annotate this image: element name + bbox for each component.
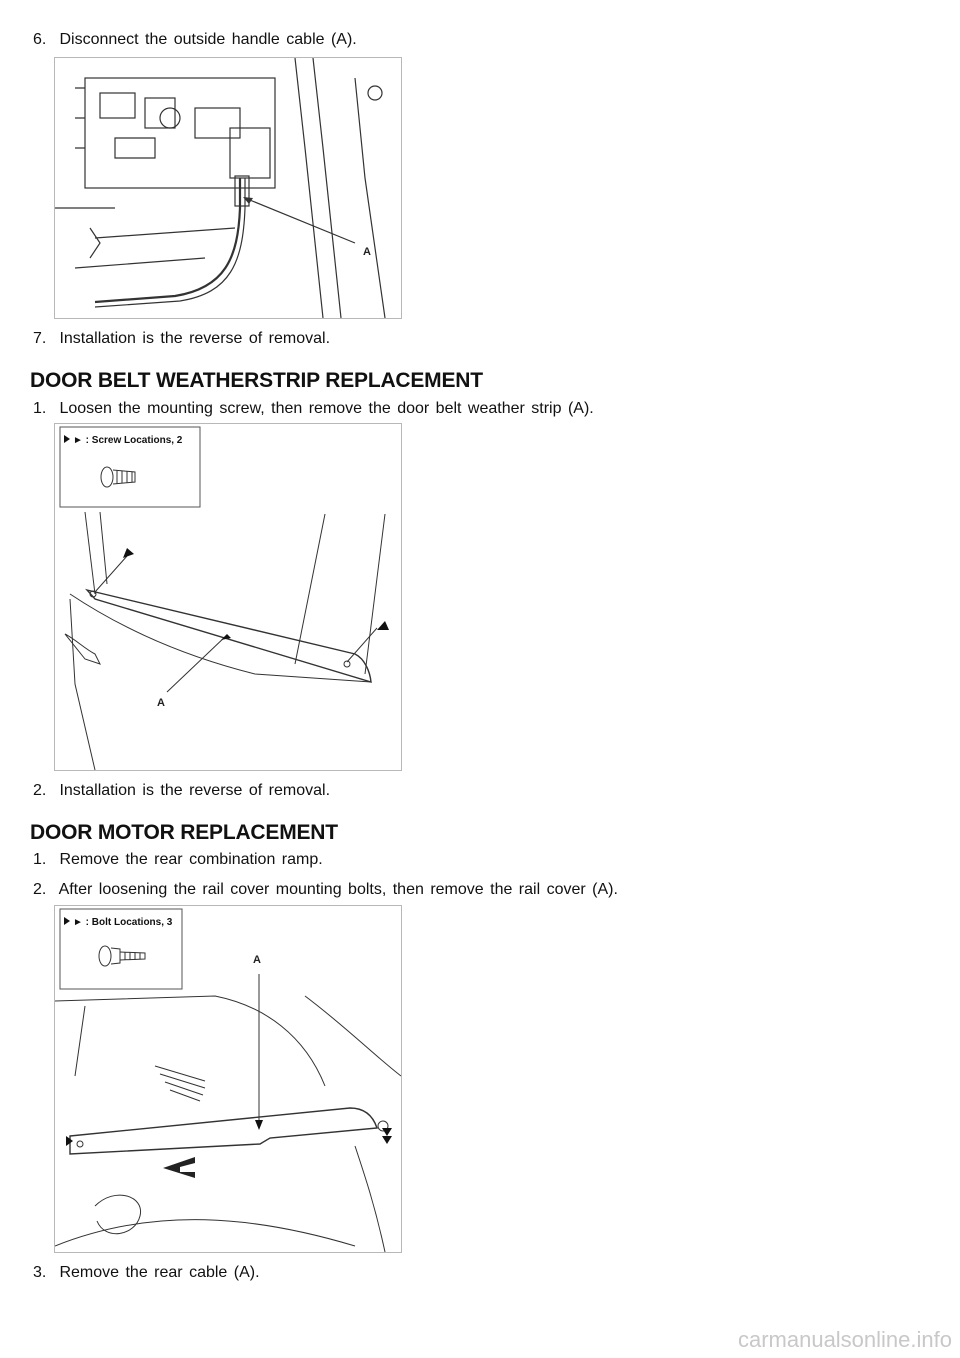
step-number: 1. [33, 400, 47, 417]
rail-cover-figure [54, 905, 402, 1253]
step-number: 2. [33, 881, 47, 898]
legend-text: ► : Bolt Locations, 3 [73, 917, 173, 928]
step-number: 2. [33, 782, 47, 799]
handle-cable-illustration [55, 58, 401, 318]
belt-step-1 [33, 399, 594, 419]
step-text: Installation is the reverse of removal. [59, 330, 331, 347]
motor-step-2 [33, 880, 618, 900]
step-text: Installation is the reverse of removal. [59, 782, 331, 799]
belt-weatherstrip-illustration [55, 424, 401, 770]
section-heading-belt: DOOR BELT WEATHERSTRIP REPLACEMENT [30, 369, 483, 392]
motor-step-1 [33, 850, 323, 870]
step-text: Remove the rear cable (A). [59, 1264, 260, 1281]
section-heading-motor: DOOR MOTOR REPLACEMENT [30, 821, 338, 844]
step-text: After loosening the rail cover mounting bolts, then remove the rail cover (A). [58, 881, 618, 898]
step-text: Remove the rear combination ramp. [59, 851, 323, 868]
step-number: 3. [33, 1264, 47, 1281]
belt-weatherstrip-figure [54, 423, 402, 771]
step-7 [33, 329, 330, 349]
label-a: A [363, 246, 371, 258]
label-a: A [157, 697, 165, 709]
watermark-text: carmanualsonline.info [737, 1327, 952, 1352]
step-number: 7. [33, 330, 47, 347]
rail-cover-illustration [55, 906, 401, 1252]
step-text: Loosen the mounting screw, then remove the door belt weather strip (A). [59, 400, 594, 417]
step-number: 6. [33, 31, 47, 48]
handle-cable-figure [54, 57, 402, 319]
label-a: A [253, 954, 261, 966]
legend-text: ► : Screw Locations, 2 [73, 435, 183, 446]
motor-step-3 [33, 1263, 260, 1283]
direction-arrow [163, 1157, 195, 1178]
belt-step-2 [33, 781, 330, 801]
step-text: Disconnect the outside handle cable (A). [59, 31, 357, 48]
step-number: 1. [33, 851, 47, 868]
step-6 [33, 30, 357, 50]
